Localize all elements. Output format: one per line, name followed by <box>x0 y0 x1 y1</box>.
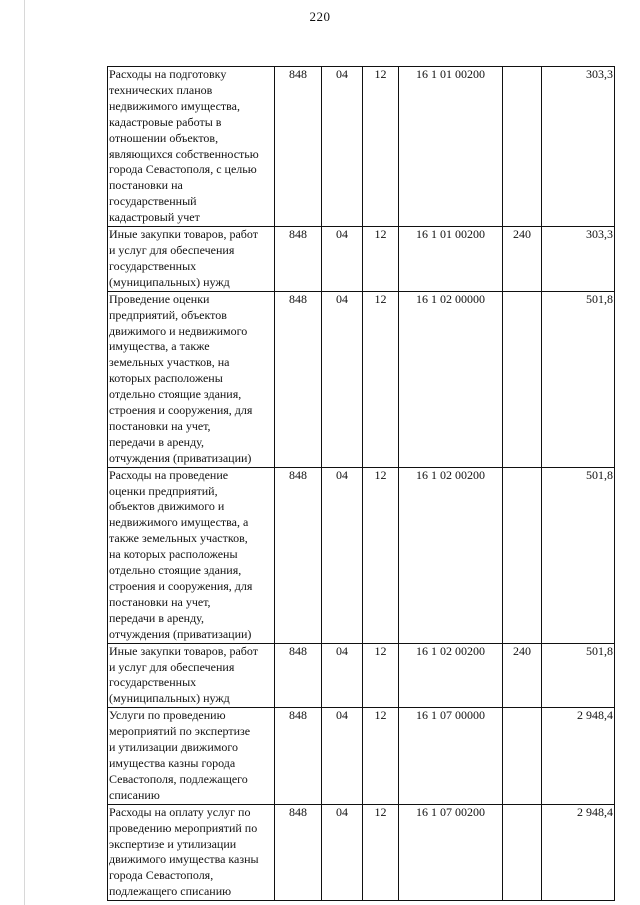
table-row <box>108 67 615 227</box>
description-line: (муниципальных) нужд <box>109 274 230 289</box>
section-code-cell: 04 <box>322 67 363 227</box>
description-line: отчуждения (приватизации) <box>109 626 252 641</box>
ministry-code-cell: 848 <box>275 708 322 804</box>
description-line: и услуг для обеспечения <box>109 659 235 674</box>
amount-cell: 303,3 <box>542 67 615 227</box>
section-code-cell: 04 <box>322 643 363 708</box>
description-line: также земельных участков, <box>109 531 248 546</box>
description-line: недвижимого имущества, а <box>109 515 249 530</box>
description-line: строения и сооружения, для <box>109 403 253 418</box>
subsection-code-cell: 12 <box>363 804 399 900</box>
table-row <box>108 291 615 467</box>
table-row <box>108 227 615 292</box>
description-line: объектов движимого и <box>109 499 225 514</box>
description-line: проведению мероприятий по <box>109 820 258 835</box>
description-line: земельных участков, на <box>109 355 230 370</box>
description-line: движимого имущества казны <box>109 852 259 867</box>
table-row <box>108 643 615 708</box>
scan-margin-line <box>24 0 25 905</box>
description-line: движимого и недвижимого <box>109 323 248 338</box>
description-line: Иные закупки товаров, работ <box>109 643 258 658</box>
description-line: оценки предприятий, <box>109 483 218 498</box>
target-article-cell: 16 1 02 00200 <box>399 643 503 708</box>
description-line: города Севастополя, с целью <box>109 162 257 177</box>
ministry-code-cell: 848 <box>275 227 322 292</box>
description-line: передачи в аренду, <box>109 434 204 449</box>
page-number: 220 <box>309 9 331 24</box>
description-line: списанию <box>109 787 160 802</box>
amount-cell: 2 948,4 <box>542 708 615 804</box>
ministry-code-cell: 848 <box>275 804 322 900</box>
expense-type-cell: 240 <box>503 643 542 708</box>
subsection-code-cell: 12 <box>363 467 399 643</box>
description-line: постановки на учет, <box>109 594 211 609</box>
table-body <box>108 67 615 901</box>
description-line: города Севастополя, <box>109 868 214 883</box>
description-cell <box>108 643 275 708</box>
description-line: передачи в аренду, <box>109 610 204 625</box>
description-line: недвижимого имущества, <box>109 98 240 113</box>
description-line: Расходы на проведение <box>109 467 229 482</box>
description-line: предприятий, объектов <box>109 307 227 322</box>
description-line: (муниципальных) нужд <box>109 691 230 706</box>
description-line: подлежащего списанию <box>109 884 232 899</box>
description-line: технических планов <box>109 82 213 97</box>
ministry-code-cell: 848 <box>275 291 322 467</box>
amount-cell: 501,8 <box>542 291 615 467</box>
section-code-cell: 04 <box>322 804 363 900</box>
table-row <box>108 708 615 804</box>
target-article-cell: 16 1 02 00200 <box>399 467 503 643</box>
description-cell <box>108 804 275 900</box>
subsection-code-cell: 12 <box>363 643 399 708</box>
description-line: Севастополя, подлежащего <box>109 771 248 786</box>
section-code-cell: 04 <box>322 708 363 804</box>
description-cell <box>108 227 275 292</box>
description-line: государственный <box>109 194 197 209</box>
section-code-cell: 04 <box>322 291 363 467</box>
description-line: являющихся собственностью <box>109 146 259 161</box>
description-cell <box>108 291 275 467</box>
target-article-cell: 16 1 07 00200 <box>399 804 503 900</box>
description-line: мероприятий по экспертизе <box>109 724 251 739</box>
target-article-cell: 16 1 07 00000 <box>399 708 503 804</box>
description-line: на которых расположены <box>109 547 238 562</box>
description-line: имущества казны города <box>109 755 236 770</box>
expense-type-cell: 240 <box>503 227 542 292</box>
budget-table <box>107 66 615 901</box>
description-line: которых расположены <box>109 371 223 386</box>
description-line: отдельно стоящие здания, <box>109 563 242 578</box>
expense-type-cell <box>503 804 542 900</box>
description-line: строения и сооружения, для <box>109 579 253 593</box>
table-row <box>108 804 615 900</box>
description-line: Расходы на подготовку <box>109 67 227 81</box>
ministry-code-cell: 848 <box>275 467 322 643</box>
description-line: и услуг для обеспечения <box>109 242 235 257</box>
description-line: кадастровые работы в <box>109 114 222 129</box>
target-article-cell: 16 1 01 00200 <box>399 227 503 292</box>
description-line: постановки на учет, <box>109 418 211 433</box>
description-line: государственных <box>109 258 197 273</box>
description-line: кадастровый учет <box>109 210 200 225</box>
amount-cell: 501,8 <box>542 467 615 643</box>
subsection-code-cell: 12 <box>363 227 399 292</box>
description-line: постановки на <box>109 178 183 193</box>
description-cell <box>108 708 275 804</box>
ministry-code-cell: 848 <box>275 67 322 227</box>
description-line: отдельно стоящие здания, <box>109 387 242 402</box>
expense-type-cell <box>503 708 542 804</box>
description-line: Проведение оценки <box>109 291 210 306</box>
amount-cell: 303,3 <box>542 227 615 292</box>
expense-type-cell <box>503 291 542 467</box>
description-line: имущества, а также <box>109 339 210 354</box>
target-article-cell: 16 1 01 00200 <box>399 67 503 227</box>
description-line: государственных <box>109 675 197 690</box>
expense-type-cell <box>503 67 542 227</box>
description-line: Иные закупки товаров, работ <box>109 227 258 242</box>
table-row <box>108 467 615 643</box>
description-line: и утилизации движимого <box>109 740 238 755</box>
section-code-cell: 04 <box>322 467 363 643</box>
description-line: отчуждения (приватизации) <box>109 450 252 465</box>
description-line: Услуги по проведению <box>109 708 226 723</box>
description-cell <box>108 67 275 227</box>
ministry-code-cell: 848 <box>275 643 322 708</box>
section-code-cell: 04 <box>322 227 363 292</box>
description-line: экспертизе и утилизации <box>109 836 237 851</box>
description-cell <box>108 467 275 643</box>
description-line: Расходы на оплату услуг по <box>109 804 251 819</box>
expense-type-cell <box>503 467 542 643</box>
target-article-cell: 16 1 02 00000 <box>399 291 503 467</box>
subsection-code-cell: 12 <box>363 67 399 227</box>
amount-cell: 2 948,4 <box>542 804 615 900</box>
subsection-code-cell: 12 <box>363 708 399 804</box>
subsection-code-cell: 12 <box>363 291 399 467</box>
description-line: отношении объектов, <box>109 130 219 145</box>
amount-cell: 501,8 <box>542 643 615 708</box>
